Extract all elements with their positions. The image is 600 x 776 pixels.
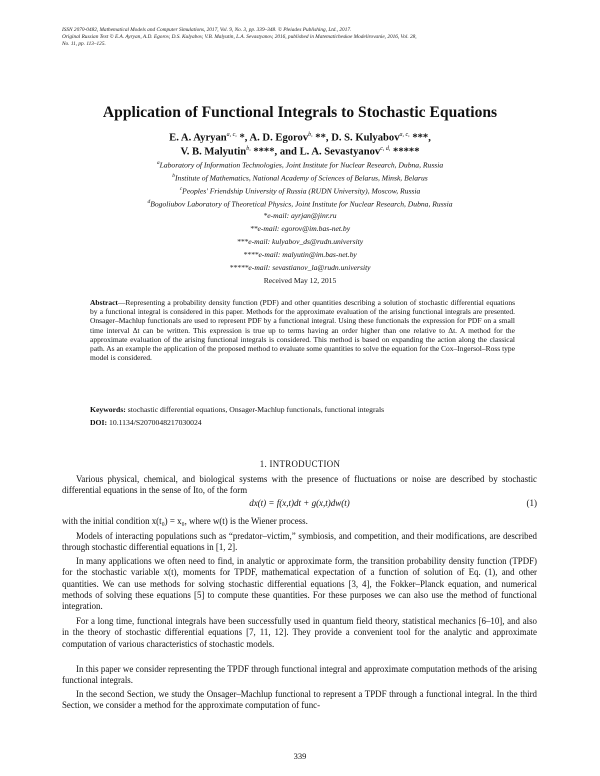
affiliation-text: Peoples' Friendship University of Russia (RUDN University), Moscow, Russia — [182, 186, 421, 196]
email-4: ****e-mail: malyutin@im.bas-net.by — [243, 250, 357, 259]
page-number: 339 — [293, 751, 307, 761]
paragraph-2: with the initial condition x(t₀) = x₀, where w(t) is the Wiener process. — [62, 516, 308, 526]
paragraph-1: Various physical, chemical, and biological systems with the presence of fluctuations or noise are described by stochastic differential equations in the sense of Ito, of the form — [62, 474, 537, 496]
author-name: V. B. Malyutin — [180, 146, 247, 158]
author-affil-sup: b, — [246, 146, 251, 152]
email-5: *****e-mail: sevastianov_la@rudn.university — [229, 263, 371, 272]
paragraph-5: For a long time, functional integrals have been successfully used in quantum field theory, statistical mechanics [6–10], and also in the theory of stochastic differential equations [7, 11, 12]. They provide a convenient tool for the analytic and approximate computation of various characteristics of stochastic models. — [62, 616, 537, 649]
author-affil-sup: b, — [308, 132, 313, 138]
section-heading: 1. INTRODUCTION — [259, 459, 341, 469]
paragraph-3: Models of interacting populations such as “predator–victim,” symbiosis, and competition, and their modifications, are described through stochastic differential equations in [1, 2]. — [62, 531, 537, 553]
journal-header-line-2: Original Russian Text © E.A. Ayryan, A.D. Egorov, D.S. Kulyabov, V.B. Malyutin, L.A. Sevastyanov, 2016, published in Matematicheskoe Modelirovanie, 2016, Vol. 28, — [62, 34, 417, 40]
doi — [90, 418, 520, 428]
author-affil-sup: c, d, — [380, 146, 391, 152]
paragraph-6: In this paper we consider representing the TPDF through functional integral and approximate computation methods of the arising functional integrals. — [62, 664, 537, 686]
paper-title: Application of Functional Integrals to Stochastic Equations — [102, 104, 498, 121]
author-name: A. D. Egorov — [249, 132, 309, 144]
abstract — [90, 298, 515, 362]
equation-text: dx(t) = f(x,t)dt + g(x,t)dw(t) — [249, 498, 350, 508]
email-3: ***e-mail: kulyabov_ds@rudn.university — [236, 237, 364, 246]
author-affil-sup: a, c, — [399, 132, 410, 138]
received-date: Received May 12, 2015 — [263, 276, 337, 285]
author-name: L. A. Sevastyanov — [299, 146, 381, 158]
email-1: *e-mail: ayrjan@jinr.ru — [263, 211, 337, 220]
affiliation-sup: c — [179, 186, 183, 192]
affiliation-sup: d — [147, 199, 151, 205]
affiliation-text: Laboratory of Information Technologies, Joint Institute for Nuclear Research, Dubna, Russia — [159, 160, 444, 170]
keywords-text: stochastic differential equations, Onsager-Machlup functionals, functional integrals — [125, 405, 385, 414]
author-star: ****, and — [250, 146, 300, 158]
author-star: ***, — [409, 132, 431, 144]
author-star: *, — [236, 132, 250, 144]
author-name: D. S. Kulyabov — [331, 132, 400, 144]
keywords — [90, 405, 520, 415]
doi-label: DOI: — [90, 418, 108, 427]
author-star: ***** — [390, 146, 420, 158]
author-affil-sup: a, c, — [226, 132, 237, 138]
abstract-label: Abstract — [90, 298, 118, 307]
journal-header-line-3: No. 11, pp. 113–125. — [62, 41, 106, 47]
email-2: **e-mail: egorov@im.bas-net.by — [249, 224, 351, 233]
author-star: **, — [312, 132, 332, 144]
journal-header-line-1: ISSN 2070-0482, Mathematical Models and Computer Simulations, 2017, Vol. 9, No. 3, pp. 339–348. © Pleiades Publishing, Ltd., 2017. — [62, 27, 352, 33]
equation-number: (1) — [526, 498, 537, 508]
doi-text: 10.1134/S2070048217030024 — [107, 418, 202, 427]
paragraph-4: In many applications we often need to find, in analytic or approximate form, the transition probability density function (TPDF) for the stochastic variable x(t), moments for TPDF, mathematical expectation of a function of solution of Eq. (1), and other quantities. We can use methods for solving stochastic differential equations [3, 4], the Fokker–Planck equation, and numerical methods of solving these equations [5] to compute these quantities. For these purposes we can also use the method of functional integration. — [62, 556, 537, 612]
paragraph-7: In the second Section, we study the Onsager–Machlup functional to represent a TPDF through a functional integral. In the third Section, we consider a method for the approximate computation of func- — [62, 689, 537, 711]
affiliation-text: Bogoliubov Laboratory of Theoretical Physics, Joint Institute for Nuclear Research, Dubna, Russia — [150, 199, 453, 209]
affiliation-sup: a — [156, 160, 160, 166]
author-name: E. A. Ayryan — [169, 132, 227, 144]
affiliation-sup: b — [172, 173, 175, 179]
abstract-text: —Representing a probability density function (PDF) and other quantities describing a solution of stochastic differential equations by a functional integral is considered in this paper. Methods for the approximate evaluation of the arising functional integrals are presented. Onsager–Machlup functionals are used to represent PDF by a functional integral. Using these functionals the expression for PDF on a small time interval Δt can be written. This expression is true up to terms having an order higher than one relative to Δt. A method for the approximate evaluation of the arising functional integrals is considered. This method is based on expanding the action along the classical path. As an example the application of the proposed method to evaluate some quantities to solve the equation for the Cox–Ingersol–Ross type model is considered. — [90, 298, 515, 363]
affiliation-text: Institute of Mathematics, National Academy of Sciences of Belarus, Minsk, Belarus — [175, 173, 428, 183]
keywords-label: Keywords: — [90, 405, 126, 414]
